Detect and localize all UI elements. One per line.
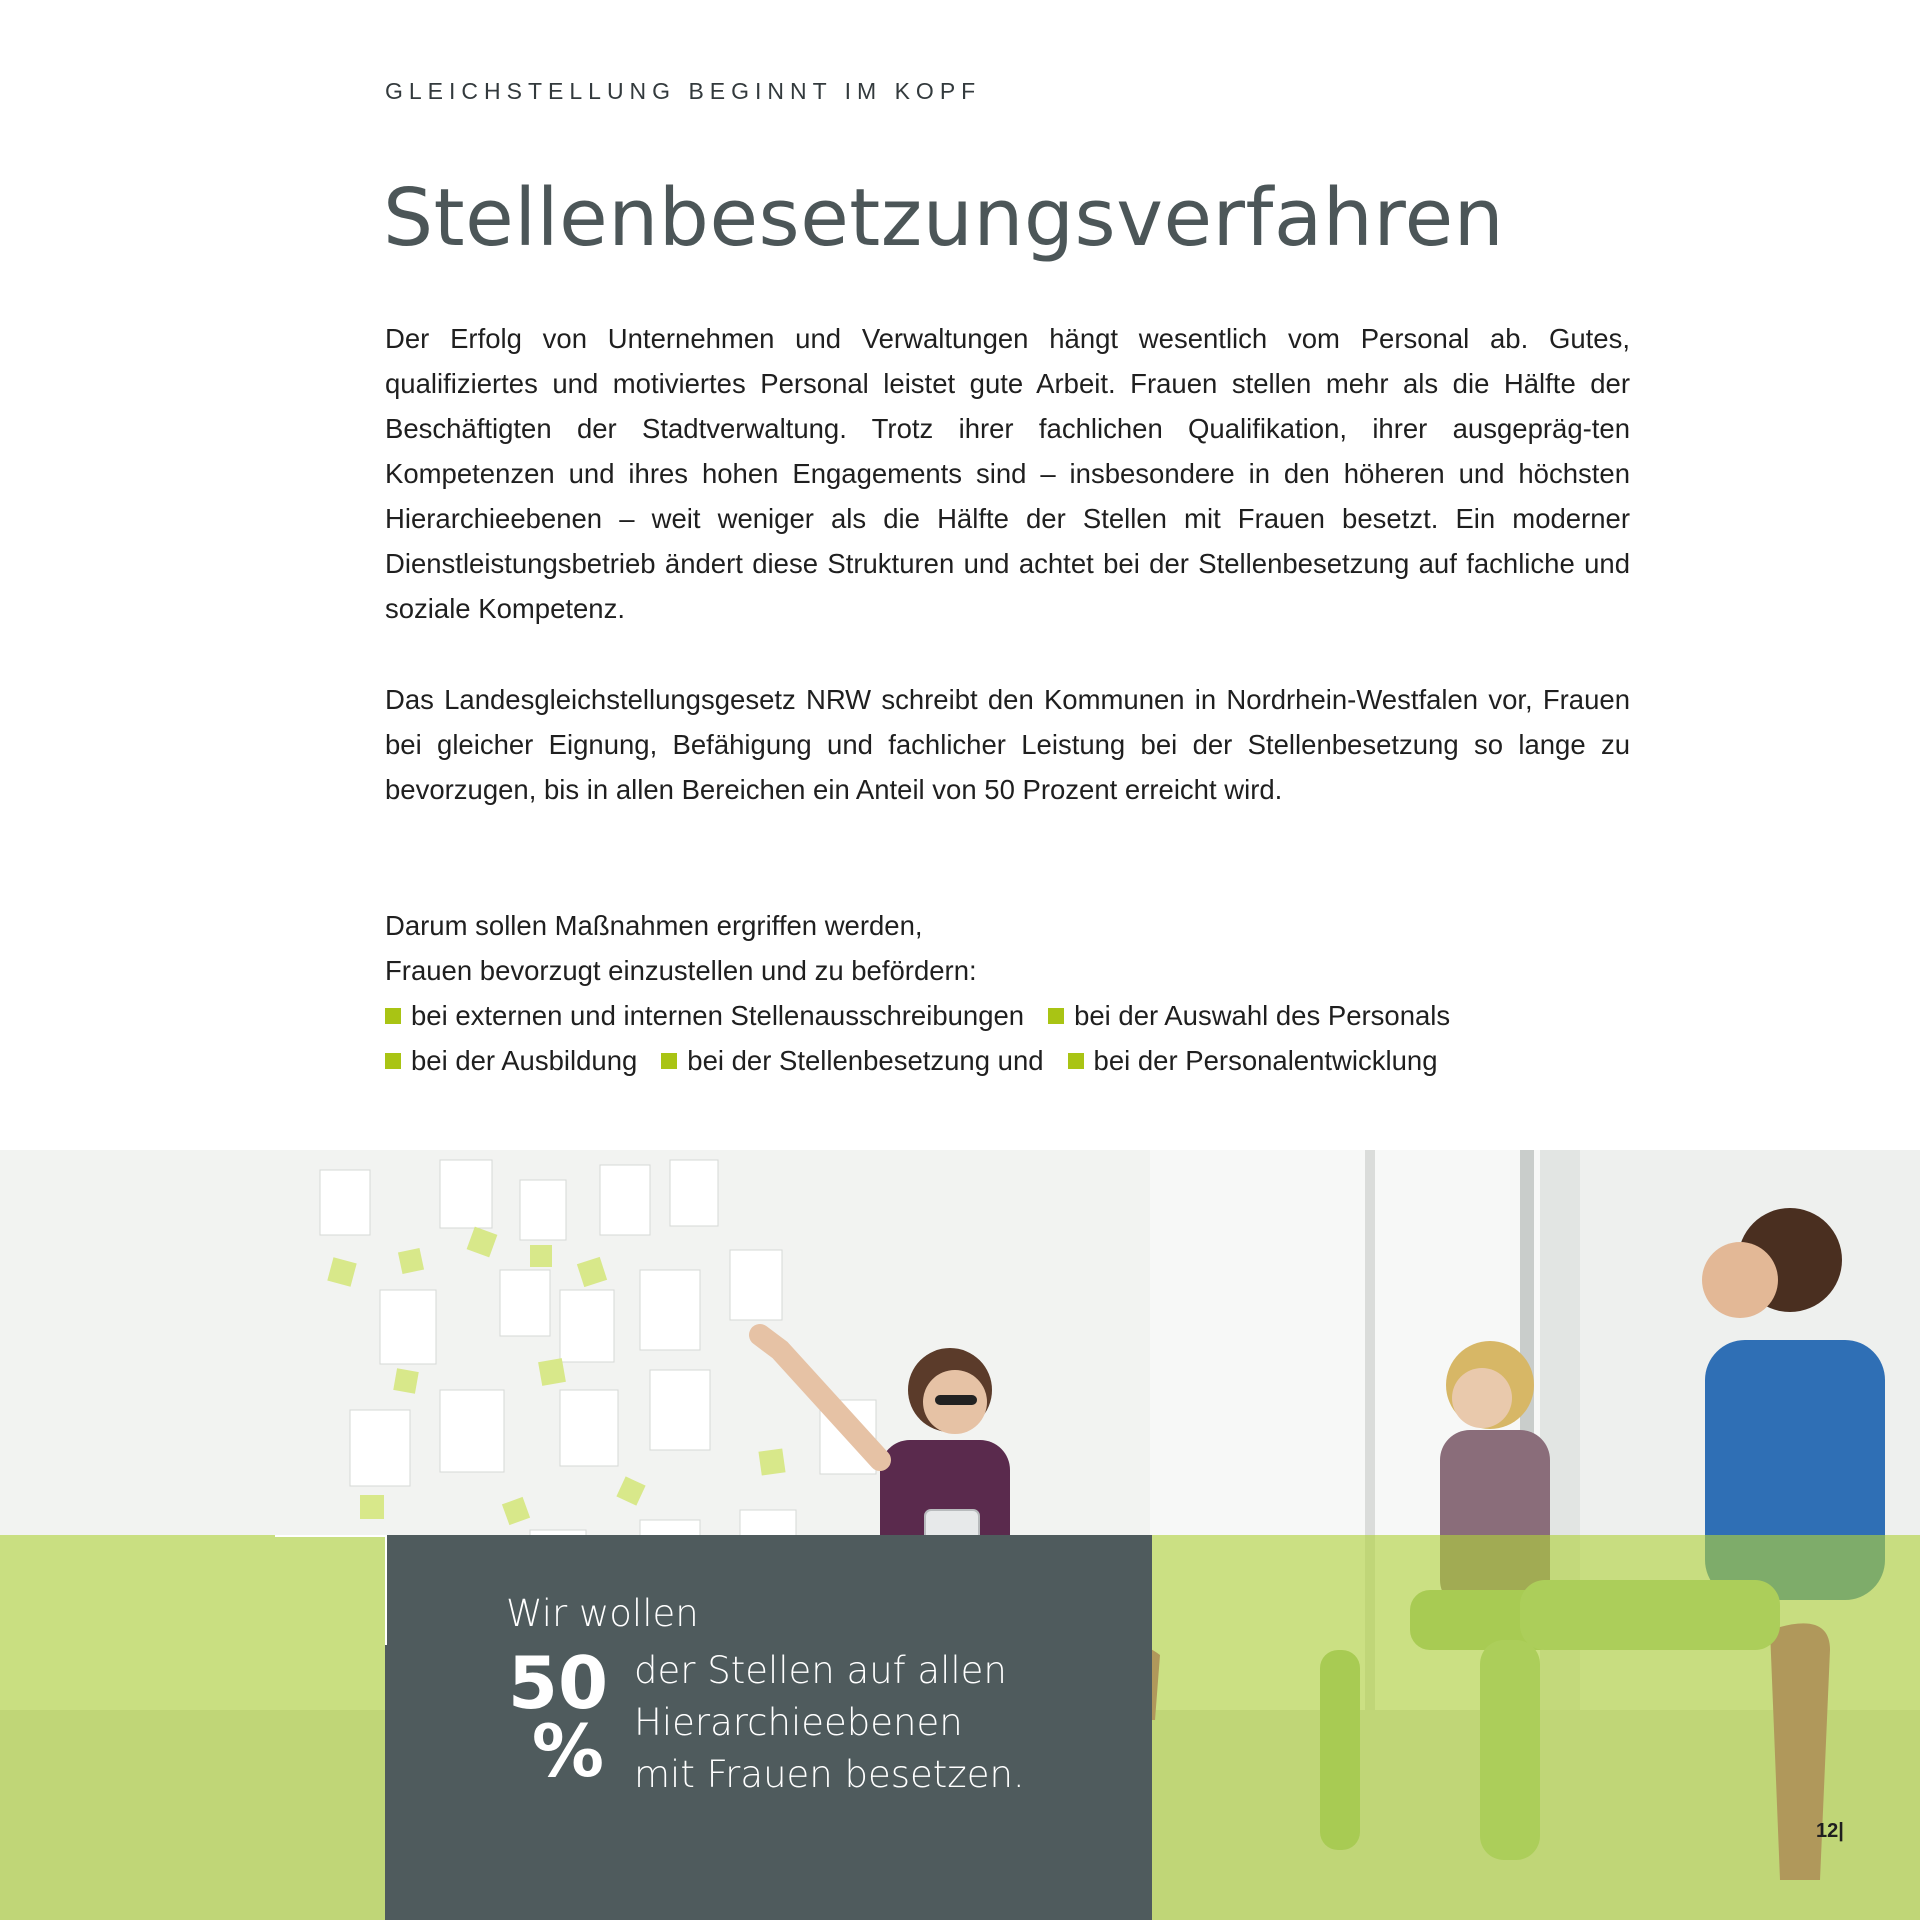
list-item xyxy=(1068,1045,1438,1076)
measures-row-2 xyxy=(385,1038,1685,1083)
bullet-square-icon xyxy=(661,1053,677,1069)
list-item xyxy=(385,1045,637,1076)
callout-percentage xyxy=(504,1641,612,1793)
callout-headline: Wir wollen xyxy=(506,1592,699,1635)
law-paragraph: Das Landesgleichstellungsgesetz NRW schreibt den Kommunen in Nordrhein-Westfalen vor, Frauen bei gleicher Eignung, Befähigung und fachlicher Leistung bei der Stellenbesetzung so lange zu bevorzugen, bis in allen Bereichen ein Anteil von 50 Prozent erreicht wird. xyxy=(385,684,1630,805)
bullet-square-icon xyxy=(385,1008,401,1024)
corner-mark-vertical xyxy=(385,1535,387,1645)
callout-line-3: mit Frauen besetzen. xyxy=(634,1753,1025,1796)
callout-number: 50 xyxy=(507,1641,609,1725)
list-item-label: bei der Personalentwicklung xyxy=(1093,1045,1438,1076)
page-title: Stellenbesetzungsverfahren xyxy=(383,172,1505,264)
callout-percent-sign: % xyxy=(531,1709,605,1793)
callout-text xyxy=(634,1645,1025,1801)
list-item-label: bei der Auswahl des Personals xyxy=(1074,1000,1451,1031)
measures-intro-line-2: Frauen bevorzugt einzustellen und zu befördern: xyxy=(385,955,977,986)
callout-line-2: Hierarchieebenen xyxy=(634,1701,963,1744)
measures-row-1 xyxy=(385,993,1685,1038)
callout-line-1: der Stellen auf allen xyxy=(634,1649,1007,1692)
bullet-square-icon xyxy=(1048,1008,1064,1024)
list-item-label: bei der Stellenbesetzung und xyxy=(687,1045,1044,1076)
list-item xyxy=(385,1000,1024,1031)
measures-intro-line-1: Darum sollen Maßnahmen ergriffen werden, xyxy=(385,910,923,941)
bullet-square-icon xyxy=(1068,1053,1084,1069)
list-item xyxy=(1048,1000,1450,1031)
list-item-label: bei der Ausbildung xyxy=(411,1045,638,1076)
corner-mark-horizontal xyxy=(275,1535,385,1537)
measures-list xyxy=(385,903,1685,1083)
bullet-square-icon xyxy=(385,1053,401,1069)
intro-paragraph: Der Erfolg von Unternehmen und Verwaltungen hängt wesentlich vom Personal ab. Gutes, qualifiziertes und motiviertes Personal leistet gute Arbeit. Frauen stellen mehr als die Hälfte der Beschäftigten der Stadtverwaltung. Trotz ihrer fachlichen Qualifikation, ihrer ausgepräg-ten Kompetenzen und ihres hohen Engagements sind – insbesondere in den höheren und höchsten Hierarchieebenen – weit weniger als die Hälfte der Stellen mit Frauen besetzt. Ein moderner Dienstleistungsbetrieb ändert diese Strukturen und achtet bei der Stellenbesetzung auf fachliche und soziale Kompetenz. xyxy=(385,323,1630,624)
list-item-label: bei externen und internen Stellenausschreibungen xyxy=(411,1000,1025,1031)
list-item xyxy=(661,1045,1043,1076)
section-kicker: GLEICHSTELLUNG BEGINNT IM KOPF xyxy=(385,78,982,104)
page-number: 12| xyxy=(1816,1820,1844,1842)
